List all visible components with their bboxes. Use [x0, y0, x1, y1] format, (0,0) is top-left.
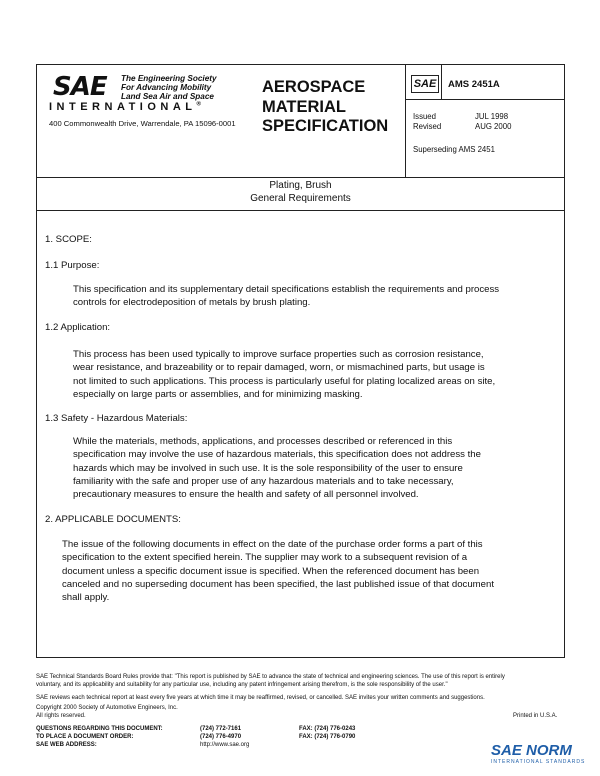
web-label-text: SAE WEB ADDRESS: [36, 742, 97, 748]
text-line: familiarity with the safe and proper use of any hazardous materials and to take necessary, [73, 475, 454, 487]
order-label [36, 733, 133, 741]
text-line: This specification and its supplementary detail specifications establish the requirements and process [73, 284, 500, 295]
watermark-subtitle: INTERNATIONAL STANDARDS [491, 759, 586, 765]
title-line-2: General Requirements [250, 193, 351, 204]
printed-in: Printed in U.S.A. [513, 713, 558, 719]
section-2-heading: 2. APPLICABLE DOCUMENTS: [45, 514, 181, 525]
document-frame [36, 64, 565, 658]
society-tagline [121, 74, 217, 101]
questions-phone-text: (724) 772-7161 [200, 726, 242, 732]
issued-date: JUL 1998 [475, 112, 509, 121]
section-1-3-heading: 1.3 Safety - Hazardous Materials: [45, 413, 188, 424]
document-type [262, 78, 388, 137]
text-line: While the materials, methods, applications, and processes described or referenced in this [73, 436, 453, 447]
questions-label [36, 725, 163, 733]
sae-small-logo: SAE [411, 75, 439, 93]
tagline-line-2: For Advancing Mobility [121, 83, 212, 92]
title-line-1: Plating, Brush [269, 180, 332, 191]
section-1-3-text [73, 435, 481, 501]
copyright: Copyright 2000 Society of Automotive Engineers, Inc. [36, 705, 178, 711]
questions-fax [299, 725, 355, 733]
order-phone-text: (724) 776-4970 [200, 734, 242, 740]
international-wordmark [49, 101, 201, 113]
section-2-text [62, 538, 494, 604]
standards-board-notice [36, 673, 566, 689]
text-line: specification to the extent specified herein. The supplier may work to a subsequent revision of a [62, 552, 468, 564]
tagline-line-1: The Engineering Society [121, 74, 217, 83]
section-1-1-text [73, 283, 499, 310]
text-line: precautionary measures to ensure the health and safety of all personnel involved. [73, 489, 419, 501]
revised-date: AUG 2000 [475, 122, 512, 131]
header-block [37, 65, 564, 178]
notice-line: SAE Technical Standards Board Rules provide that: "This report is published by SAE to advance the state of technical and engineering sciences. The use of this report is entirely [36, 674, 505, 680]
tagline-line-3: Land Sea Air and Space [121, 92, 214, 101]
logo-divider [441, 65, 442, 99]
questions-label-text: QUESTIONS REGARDING THIS DOCUMENT: [36, 726, 163, 732]
rights-reserved: All rights reserved. [36, 713, 86, 719]
text-line: especially on large parts or assemblies, and for minimizing masking. [73, 388, 363, 400]
section-1-heading: 1. SCOPE: [45, 234, 92, 245]
order-phone [200, 733, 241, 741]
sae-address: 400 Commonwealth Drive, Warrendale, PA 15096-0001 [49, 119, 236, 128]
text-line: specification may involve the use of hazardous materials, this specification does not address the [73, 449, 481, 461]
text-line: document unless a specific document issue is specified. When the referenced document has been [62, 565, 480, 577]
document-title [37, 177, 564, 211]
order-label-text: TO PLACE A DOCUMENT ORDER: [36, 734, 134, 740]
text-line: not limited to such applications. This process is particularly useful for plating localized areas on site, [73, 375, 496, 387]
sae-logo: SAE [53, 72, 107, 102]
doc-type-line-2: MATERIAL [262, 97, 347, 116]
text-line: The issue of the following documents in effect on the date of the purchase order forms a part of this [62, 539, 483, 550]
text-line: canceled and no superseding document has been specified, the last published issue of that document [62, 578, 495, 590]
sae-norm-watermark: SAE NORM [491, 742, 572, 759]
document-number: AMS 2451A [448, 79, 500, 90]
review-notice: SAE reviews each technical report at least every five years at which time it may be reaffirmed, revised, or cancelled. SAE invites your written comments and suggestions. [36, 695, 485, 701]
text-line: shall apply. [62, 592, 110, 604]
section-1-1-heading: 1.1 Purpose: [45, 260, 100, 271]
web-label [36, 741, 97, 749]
section-1-2-heading: 1.2 Application: [45, 322, 111, 333]
notice-line: voluntary, and its applicability and suitability for any particular use, including any patent infringement arising therefrom, is the sole responsibility of the user." [36, 682, 448, 688]
section-1-2-text [73, 348, 495, 401]
superseding-note: Superseding AMS 2451 [413, 145, 495, 154]
doc-type-line-1: AEROSPACE [262, 78, 366, 96]
header-divider [405, 65, 406, 177]
order-fax-text: FAX: (724) 776-0790 [299, 734, 356, 740]
text-line: This process has been used typically to improve surface properties such as corrosion resistance, [73, 349, 484, 360]
web-address[interactable]: http://www.sae.org [200, 742, 250, 748]
international-text: INTERNATIONAL [49, 101, 197, 113]
text-line: hazards which may be involved in such use. It is the sole responsibility of the user to ensure [73, 462, 463, 474]
questions-phone [200, 725, 241, 733]
questions-fax-text: FAX: (724) 776-0243 [299, 726, 356, 732]
revised-label: Revised [413, 122, 442, 131]
order-fax [299, 733, 355, 741]
text-line: wear resistance, and brazeability or to repair damaged, worn, or mismachined parts, but usage is [73, 362, 485, 374]
text-line: controls for electrodeposition of metals by brush plating. [73, 297, 311, 309]
doc-type-line-3: SPECIFICATION [262, 117, 389, 135]
issued-label: Issued [413, 112, 436, 121]
doc-number-rule [405, 99, 564, 100]
registered-mark: ® [196, 101, 201, 108]
